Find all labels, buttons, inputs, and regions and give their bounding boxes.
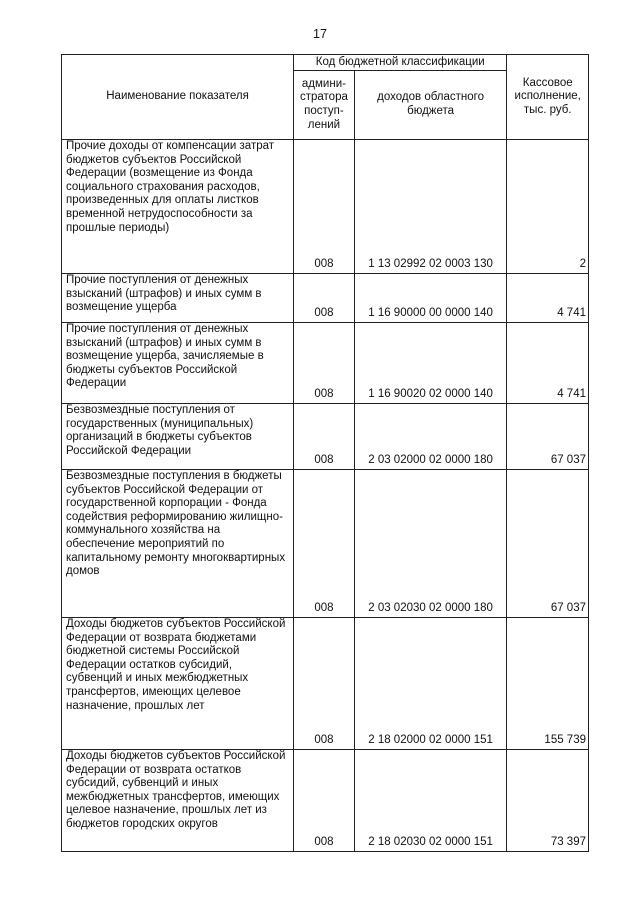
- header-cash-execution: Кассовое исполнение, тыс. руб.: [507, 55, 589, 140]
- table-row: [62, 140, 589, 274]
- row-name: Доходы бюджетов субъектов Российской Федерации от возврата бюджетами бюджетной системы Российской Федерации остатков субсидий, субвенций и иных межбюджетных трансфертов, имеющих целевое назначение, прошлых лет: [62, 618, 294, 750]
- header-indicator-name: Наименование показателя: [62, 55, 294, 140]
- row-budget-code: 2 03 02000 02 0000 180: [354, 404, 507, 470]
- row-amount: 67 037: [507, 470, 589, 618]
- row-amount: 4 741: [507, 274, 589, 323]
- row-name: Прочие доходы от компенсации затрат бюджетов субъектов Российской Федерации (возмещение из Фонда социального страхования расходов, произведенных для оплаты листков временной нетрудоспособности за прошлые периоды): [62, 140, 294, 274]
- row-budget-code: 1 16 90000 00 0000 140: [354, 274, 507, 323]
- table-row: [62, 404, 589, 470]
- row-amount: 73 397: [507, 750, 589, 852]
- row-name: Безвозмездные поступления в бюджеты субъектов Российской Федерации от государственной корпорации - Фонда содействия реформированию жилищно-коммунального хозяйства на обеспечение мероприятий по капитальному ремонту многоквартирных домов: [62, 470, 294, 618]
- row-admin-code: 008: [294, 404, 355, 470]
- row-budget-code: 2 03 02030 02 0000 180: [354, 470, 507, 618]
- row-budget-code: 1 16 90020 02 0000 140: [354, 323, 507, 404]
- row-budget-code: 2 18 02030 02 0000 151: [354, 750, 507, 852]
- row-name: Прочие поступления от денежных взысканий (штрафов) и иных сумм в возмещение ущерба, зачисляемые в бюджеты субъектов Российской Федерации: [62, 323, 294, 404]
- table-row: [62, 750, 589, 852]
- row-admin-code: 008: [294, 274, 355, 323]
- row-budget-code: 1 13 02992 02 0003 130: [354, 140, 507, 274]
- row-name: Безвозмездные поступления от государственных (муниципальных) организаций в бюджеты субъектов Российской Федерации: [62, 404, 294, 470]
- table-row: [62, 323, 589, 404]
- row-amount: 4 741: [507, 323, 589, 404]
- header-budget-code: Код бюджетной классификации: [294, 55, 507, 71]
- table-row: [62, 470, 589, 618]
- row-name: Прочие поступления от денежных взысканий (штрафов) и иных сумм в возмещение ущерба: [62, 274, 294, 323]
- row-admin-code: 008: [294, 618, 355, 750]
- page-number: 17: [313, 27, 327, 41]
- row-amount: 67 037: [507, 404, 589, 470]
- row-admin-code: 008: [294, 140, 355, 274]
- header-administrator: админи-стратора поступ-лений: [294, 71, 355, 140]
- row-budget-code: 2 18 02000 02 0000 151: [354, 618, 507, 750]
- table-row: [62, 618, 589, 750]
- row-name: Доходы бюджетов субъектов Российской Федерации от возврата остатков субсидий, субвенций и иных межбюджетных трансфертов, имеющих целевое назначение, прошлых лет из бюджетов городских округов: [62, 750, 294, 852]
- table-row: [62, 274, 589, 323]
- row-amount: 2: [507, 140, 589, 274]
- budget-income-table: [61, 54, 589, 852]
- row-admin-code: 008: [294, 323, 355, 404]
- row-admin-code: 008: [294, 470, 355, 618]
- row-amount: 155 739: [507, 618, 589, 750]
- header-regional-income: доходов областного бюджета: [354, 71, 507, 140]
- row-admin-code: 008: [294, 750, 355, 852]
